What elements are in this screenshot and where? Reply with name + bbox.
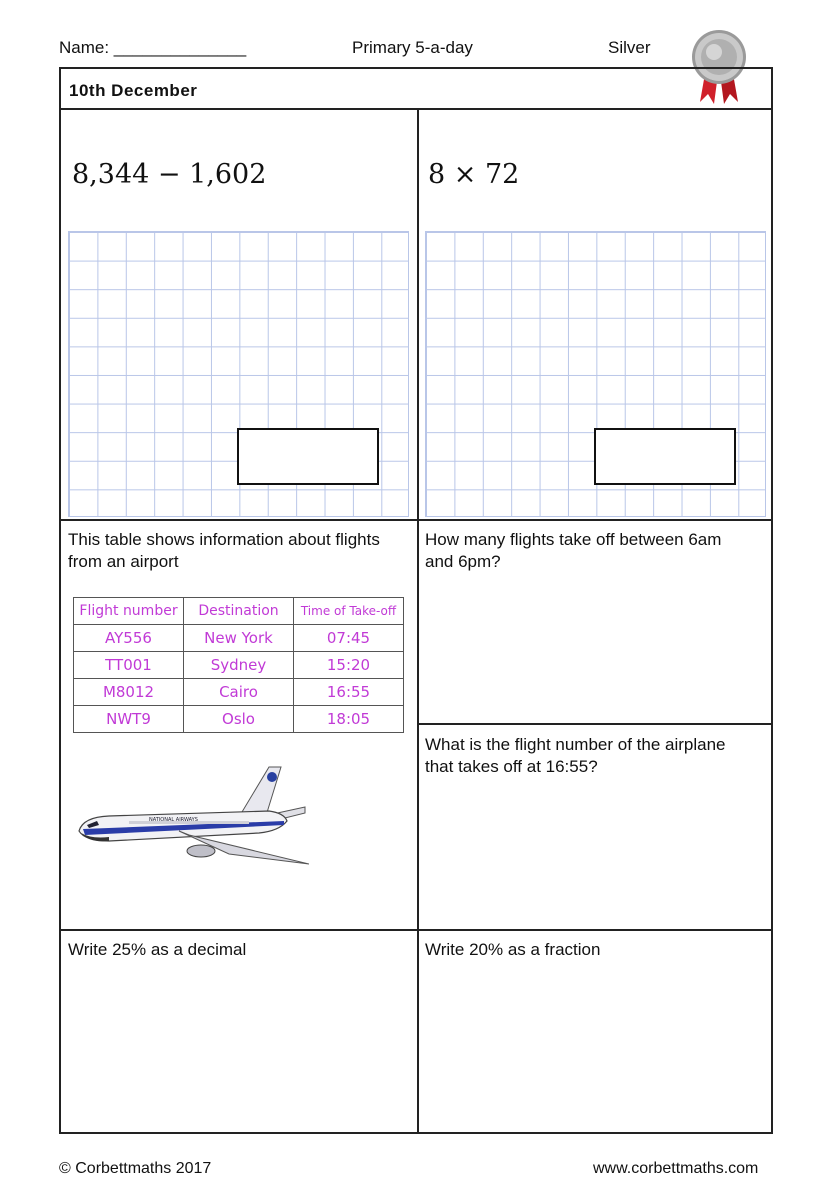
table-cell: Cairo [184,679,294,706]
website-link[interactable]: www.corbettmaths.com [593,1160,759,1177]
level-label: Silver [608,38,651,57]
table-row [74,679,404,706]
question-subtraction: 8,344 − 1,602 [72,159,267,190]
column-header: Flight number [74,598,184,625]
column-header: Destination [184,598,294,625]
answer-box[interactable] [594,428,736,485]
worksheet-frame [59,67,773,1134]
table-row [74,625,404,652]
table-cell: TT001 [74,652,184,679]
flight-table [73,597,404,733]
table-cell: Sydney [184,652,294,679]
question-fraction: Write 20% as a fraction [425,940,601,959]
divider [417,723,773,725]
divider [417,109,419,1134]
table-row [74,652,404,679]
airline-livery: NATIONAL AIRWAYS [149,817,198,823]
table-row [74,706,404,733]
table-cell: NWT9 [74,706,184,733]
question-multiplication: 8 × 72 [428,159,520,190]
name-label: Name: ______________ [59,38,247,57]
table-header-row [74,598,404,625]
question-flights-count: How many flights take off between 6am and 6pm? [425,530,722,571]
table-cell: 07:45 [294,625,404,652]
date-heading: 10th December [69,81,198,100]
copyright-text: © Corbettmaths 2017 [59,1160,212,1177]
worksheet-title: Primary 5-a-day [352,38,473,57]
table-cell: 18:05 [294,706,404,733]
question-table-intro: This table shows information about flights from an airport [68,530,380,571]
airplane-illustration [69,759,309,869]
question-decimal: Write 25% as a decimal [68,940,247,959]
table-cell: 16:55 [294,679,404,706]
table-cell: 15:20 [294,652,404,679]
table-cell: Oslo [184,706,294,733]
column-header: Time of Take-off [294,598,404,625]
question-flight-number: What is the flight number of the airplane that takes off at 16:55? [425,735,726,776]
answer-box[interactable] [237,428,379,485]
table-cell: New York [184,625,294,652]
table-cell: M8012 [74,679,184,706]
table-cell: AY556 [74,625,184,652]
